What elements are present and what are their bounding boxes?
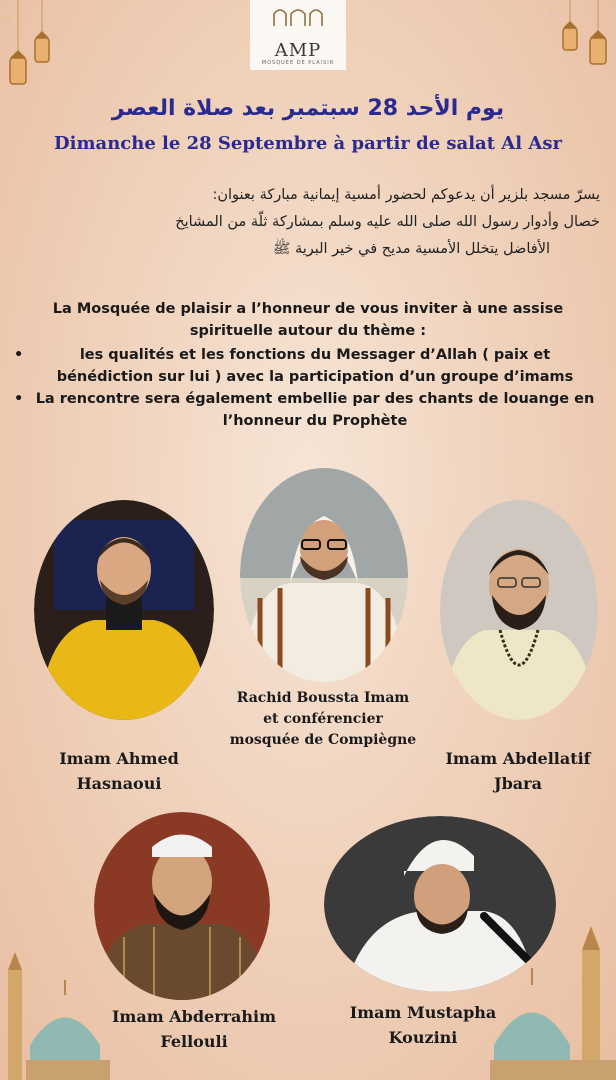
french-title: Dimanche le 28 Septembre à partir de salat Al Asr xyxy=(54,133,562,154)
caption-abdellatif-line1: Imam Abdellatif xyxy=(445,749,591,768)
speaker-photo-abderrahim xyxy=(94,812,270,1000)
list-item xyxy=(12,388,604,432)
bullet-icon: • xyxy=(14,391,24,407)
svg-text:✦: ✦ xyxy=(6,14,15,25)
arabic-line-2: خصال وأدوار رسول الله صلى الله عليه وسلم بمشاركة ثلّة من المشايخ xyxy=(175,214,600,230)
french-bullet-list xyxy=(12,344,604,432)
speaker-photo-abdellatif xyxy=(440,500,598,720)
mosque-dome-left-icon xyxy=(0,950,110,1080)
french-intro: La Mosquée de plaisir a l’honneur de vous inviter à une assise spirituelle autour du thème : xyxy=(52,301,564,339)
caption-rachid-line1: Rachid Boussta Imam xyxy=(236,690,410,706)
mosque-dome-right-icon xyxy=(490,920,616,1080)
caption-abderrahim-line1: Imam Abderrahim xyxy=(111,1007,277,1026)
speaker-photo-ahmed xyxy=(34,500,214,720)
speaker-photo-rachid xyxy=(240,468,408,683)
caption-abdellatif xyxy=(426,746,610,796)
mosque-logo xyxy=(250,0,346,70)
caption-rachid xyxy=(216,688,430,751)
french-description xyxy=(12,298,604,432)
arabic-paragraph xyxy=(20,182,600,263)
arches-icon xyxy=(272,6,324,26)
caption-abderrahim xyxy=(94,1004,294,1054)
caption-ahmed-line2: Hasnaoui xyxy=(76,774,162,793)
lantern-right-icon xyxy=(540,0,616,100)
bullet-icon: • xyxy=(14,347,24,363)
arabic-title: يوم الأحد 28 سبتمبر بعد صلاة العصر xyxy=(111,96,505,121)
bullet-text-2: La rencontre sera également embellie par des chants de louange en l’honneur du Prophète xyxy=(35,391,595,429)
list-item xyxy=(12,344,604,388)
arabic-line-1: يسرّ مسجد بلزير أن يدعوكم لحضور أمسية إيمانية مباركة بعنوان: xyxy=(212,187,600,203)
bullet-text-1: les qualités et les fonctions du Messager d’Allah ( paix et bénédiction sur lui ) avec la participation d’un groupe d’imams xyxy=(56,347,574,385)
logo-text: AMP xyxy=(274,40,322,61)
caption-abdellatif-line2: Jbara xyxy=(494,774,542,793)
caption-rachid-line3: mosquée de Compiègne xyxy=(229,732,417,748)
caption-ahmed-line1: Imam Ahmed xyxy=(59,749,179,768)
svg-text:✦: ✦ xyxy=(548,5,556,15)
caption-ahmed xyxy=(24,746,214,796)
caption-abderrahim-line2: Fellouli xyxy=(160,1032,228,1051)
caption-mustapha-line1: Imam Mustapha xyxy=(349,1003,497,1022)
lantern-left-icon xyxy=(0,0,60,100)
svg-text:✦: ✦ xyxy=(28,63,35,72)
arabic-line-3: الأفاضل يتخلل الأمسية مديح في خير البرية ﷺ xyxy=(272,241,550,257)
caption-rachid-line2: et conférencier xyxy=(263,711,383,727)
logo-subtext: MOSQUEE DE PLAISIR xyxy=(261,60,335,66)
caption-mustapha-line2: Kouzini xyxy=(388,1028,458,1047)
